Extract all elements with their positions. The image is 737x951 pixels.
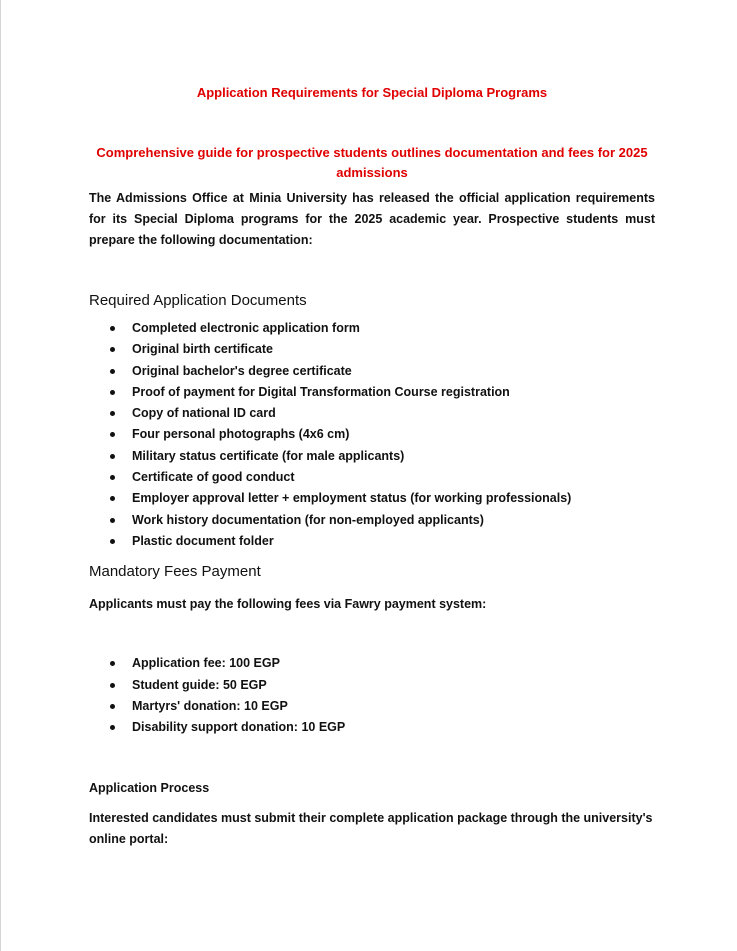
fee-list-item-text: Martyrs' donation: 10 EGP <box>132 698 288 713</box>
bullet-icon <box>110 683 115 688</box>
document-list-item <box>89 531 655 552</box>
process-heading: Application Process <box>89 781 210 796</box>
document-list-item <box>89 339 655 360</box>
document-list-item-text: Employer approval letter + employment status (for working professionals) <box>132 491 572 506</box>
document-list-item <box>89 382 655 403</box>
bullet-icon <box>110 725 115 730</box>
bullet-icon <box>110 369 115 374</box>
document-list-item <box>89 446 655 467</box>
fee-list-item <box>89 696 655 717</box>
document-list-item <box>89 467 655 488</box>
document-list-item <box>89 403 655 424</box>
fee-list-item-text: Application fee: 100 EGP <box>132 656 280 671</box>
bullet-icon <box>110 454 115 459</box>
document-list-item-text: Copy of national ID card <box>132 406 276 421</box>
document-list-item <box>89 318 655 339</box>
fee-list-item-text: Disability support donation: 10 EGP <box>132 720 346 735</box>
bullet-icon <box>110 432 115 437</box>
intro-paragraph: The Admissions Office at Minia University has released the official application requirements for its Special Diploma programs for the 2025 academic year. Prospective students must prepare the following documentation: <box>89 191 655 247</box>
document-list-item-text: Original birth certificate <box>132 342 274 357</box>
documents-heading: Required Application Documents <box>89 292 307 309</box>
bullet-icon <box>110 661 115 666</box>
bullet-icon <box>110 496 115 501</box>
fee-list-item <box>89 653 655 674</box>
bullet-icon <box>110 326 115 331</box>
bullet-icon <box>110 411 115 416</box>
document-subtitle: Comprehensive guide for prospective students outlines documentation and fees for 2025 admissions <box>96 145 648 180</box>
document-list-item-text: Certificate of good conduct <box>132 470 295 485</box>
fees-list <box>89 653 655 738</box>
fee-list-item <box>89 675 655 696</box>
bullet-icon <box>110 704 115 709</box>
document-body <box>89 84 655 850</box>
document-title: Application Requirements for Special Diploma Programs <box>196 85 548 100</box>
document-list-item-text: Four personal photographs (4x6 cm) <box>132 427 350 442</box>
bullet-icon <box>110 390 115 395</box>
bullet-icon <box>110 475 115 480</box>
fees-intro: Applicants must pay the following fees via Fawry payment system: <box>89 597 487 612</box>
document-list-item <box>89 488 655 509</box>
document-list-item-text: Plastic document folder <box>132 533 274 548</box>
document-list-item <box>89 424 655 445</box>
bullet-icon <box>110 539 115 544</box>
document-list-item <box>89 361 655 382</box>
bullet-icon <box>110 347 115 352</box>
fee-list-item <box>89 717 655 738</box>
fee-list-item-text: Student guide: 50 EGP <box>132 677 267 692</box>
document-list-item-text: Original bachelor's degree certificate <box>132 363 352 378</box>
documents-list <box>89 318 655 552</box>
document-list-item-text: Completed electronic application form <box>132 321 360 335</box>
process-paragraph: Interested candidates must submit their complete application package through the university's online portal: <box>89 811 653 847</box>
document-list-item-text: Military status certificate (for male applicants) <box>132 448 405 463</box>
fees-heading: Mandatory Fees Payment <box>89 563 261 581</box>
bullet-icon <box>110 518 115 523</box>
document-list-item <box>89 510 655 531</box>
document-list-item-text: Work history documentation (for non-employed applicants) <box>132 512 484 527</box>
document-list-item-text: Proof of payment for Digital Transformation Course registration <box>132 384 510 399</box>
